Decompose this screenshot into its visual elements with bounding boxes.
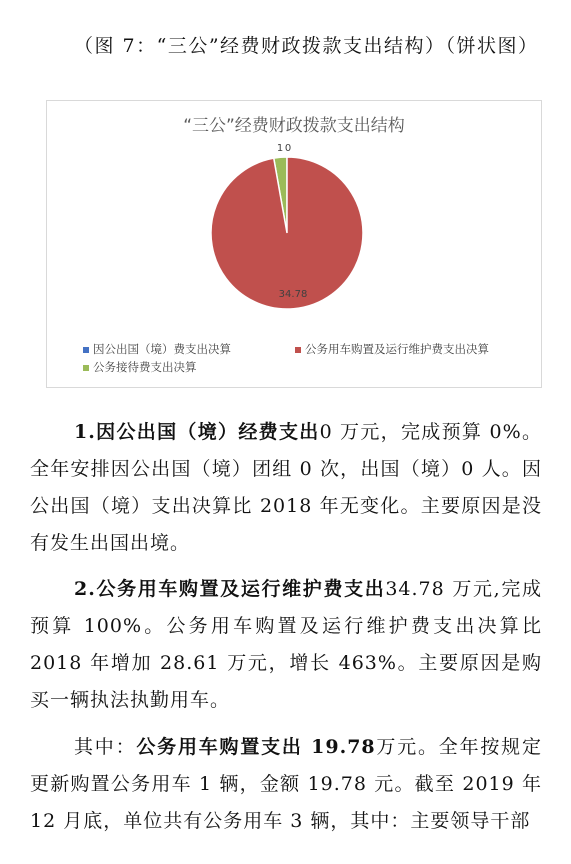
pie-chart [46,100,542,388]
paragraph-text: 万元。全年按规定更新购置公务用车 1 辆，金额 19.78 元。截至 2019 年 12 月底，单位共有公务用车 3 辆，其中：主要领导干部 [30,736,542,832]
legend-item-reception [83,359,197,375]
chart-title: “三公”经费财政拨款支出结构 [183,116,405,136]
paragraph-lead: 其中： [74,736,137,758]
legend-item-overseas [83,341,231,357]
legend-swatch-blue [83,347,89,353]
paragraph-vehicle-expense [30,571,542,719]
paragraph-heading: 2.公务用车购置及运行维护费支出 [74,578,386,600]
legend-label: 因公出国（境）费支出决算 [93,342,231,356]
paragraph-text: 34.78 万元,完成预算 100%。公务用车购置及运行维护费支出决算比 2018 年增加 28.61 万元，增长 463%。主要原因是购买一辆执法执勤用车。 [30,578,542,711]
legend-swatch-red [295,347,301,353]
legend-item-vehicle [295,341,489,357]
paragraph-overseas-expense [30,414,542,562]
data-label-reception: 1 [276,143,284,154]
paragraph-heading: 公务用车购置支出 19.78 [136,736,376,758]
legend-label: 公务用车购置及运行维护费支出决算 [305,342,489,356]
legend-label: 公务接待费支出决算 [93,360,197,374]
figure-caption: （图 7：“三公”经费财政拨款支出结构）（饼状图） [74,35,539,57]
legend-swatch-green [83,365,89,371]
paragraph-heading: 1.因公出国（境）经费支出 [74,421,320,443]
pie-slice-vehicle [211,157,363,309]
data-label-vehicle: 34.78 [278,289,308,300]
paragraph-vehicle-purchase [30,729,542,840]
paragraph-text: 0 万元，完成预算 0%。全年安排因公出国（境）团组 0 次，出国（境）0 人。因公出国（境）支出决算比 2018 年无变化。主要原因是没有发生出国出境。 [30,421,542,554]
data-label-overseas: 0 [284,143,292,154]
